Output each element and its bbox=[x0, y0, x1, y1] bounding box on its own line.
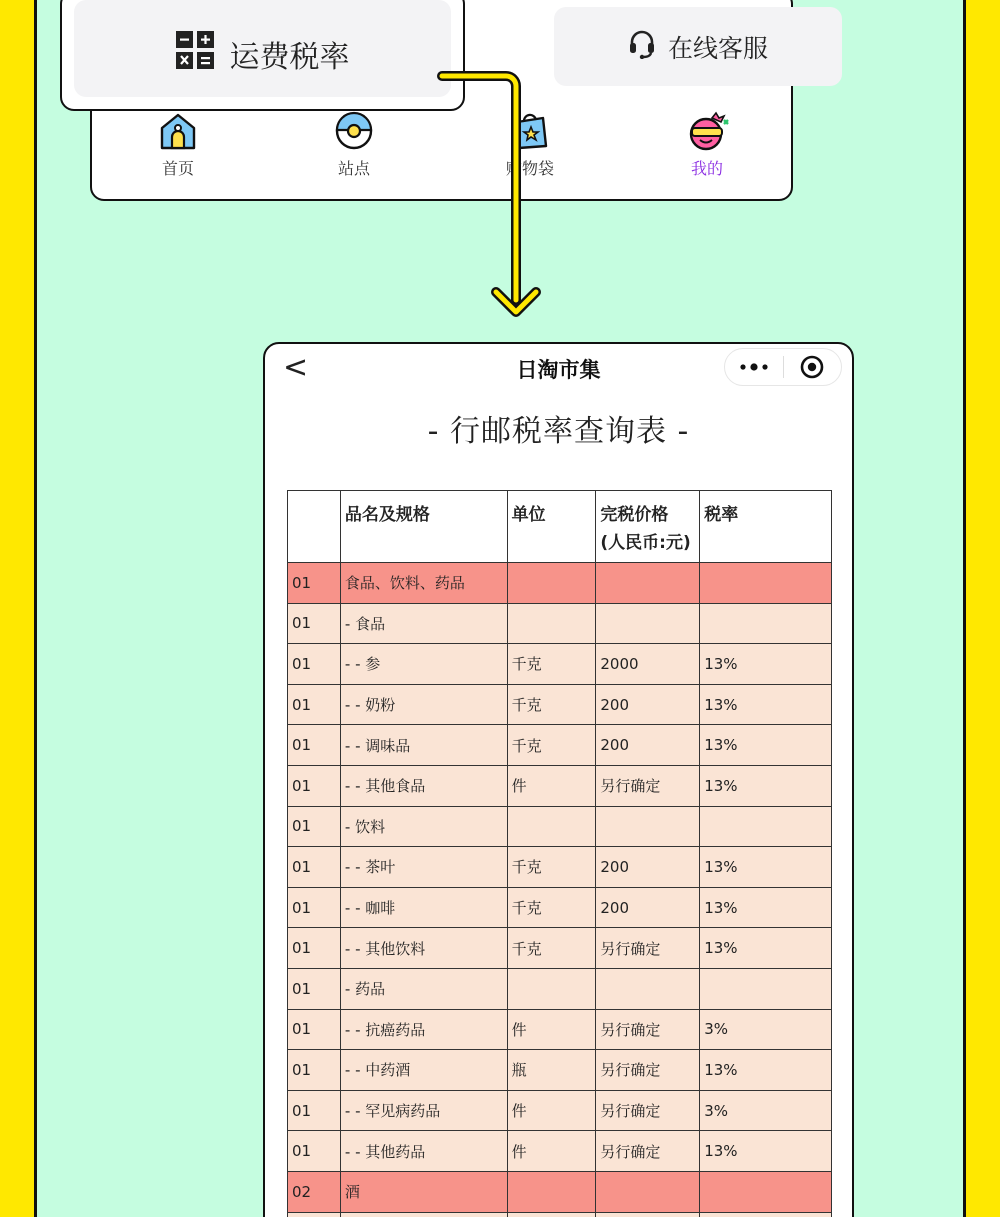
table-row bbox=[288, 644, 832, 685]
back-icon[interactable]: < bbox=[283, 350, 309, 385]
table-row bbox=[288, 806, 832, 847]
table-row bbox=[288, 684, 832, 725]
cell-unit bbox=[507, 603, 596, 644]
cell-name bbox=[340, 1212, 507, 1217]
cell-rate bbox=[700, 603, 832, 644]
header-unit: 单位 bbox=[507, 491, 596, 563]
table-row bbox=[288, 968, 832, 1009]
cell-price: 另行确定 bbox=[596, 1050, 700, 1091]
cell-name: - - 中药酒 bbox=[340, 1050, 507, 1091]
cell-name: - - 罕见病药品 bbox=[340, 1090, 507, 1131]
profile-icon bbox=[686, 110, 728, 152]
cell-price: 另行确定 bbox=[596, 928, 700, 969]
table-row bbox=[288, 847, 832, 888]
category-row bbox=[288, 563, 832, 604]
shipping-tax-card bbox=[60, 0, 465, 111]
cell-rate: 13% bbox=[700, 847, 832, 888]
capsule-menu bbox=[724, 348, 842, 386]
cell-index: 01 bbox=[288, 968, 341, 1009]
tab-bag[interactable] bbox=[470, 110, 590, 179]
cell-unit: 千克 bbox=[507, 928, 596, 969]
more-icon[interactable] bbox=[725, 363, 783, 371]
cell-index: 01 bbox=[288, 644, 341, 685]
cell-unit bbox=[507, 1171, 596, 1212]
cell-price: 另行确定 bbox=[596, 1009, 700, 1050]
cell-rate: 3% bbox=[700, 1090, 832, 1131]
cell-rate: 13% bbox=[700, 928, 832, 969]
headset-icon bbox=[628, 29, 656, 65]
cell-name: - 食品 bbox=[340, 603, 507, 644]
cell-unit bbox=[507, 806, 596, 847]
cell-price: 200 bbox=[596, 887, 700, 928]
tab-bag-label: 购物袋 bbox=[505, 159, 554, 178]
shipping-tax-label: 运费税率 bbox=[229, 39, 350, 75]
cell-price: 另行确定 bbox=[596, 1131, 700, 1172]
cell-price bbox=[596, 603, 700, 644]
cell-unit: 千克 bbox=[507, 887, 596, 928]
cell-price bbox=[596, 563, 700, 604]
cell-unit bbox=[507, 968, 596, 1009]
header-name: 品名及规格 bbox=[340, 491, 507, 563]
online-service-label: 在线客服 bbox=[667, 33, 768, 63]
tab-home[interactable] bbox=[118, 110, 238, 179]
cell-name: - - 茶叶 bbox=[340, 847, 507, 888]
navigation-bar bbox=[265, 344, 852, 394]
cell-price: 200 bbox=[596, 725, 700, 766]
tab-home-label: 首页 bbox=[161, 159, 194, 178]
table-row bbox=[288, 1090, 832, 1131]
page-title: 日淘市集 bbox=[516, 358, 601, 382]
table-row bbox=[288, 1212, 832, 1217]
cell-index: 01 bbox=[288, 928, 341, 969]
cell-name: - - 调味品 bbox=[340, 725, 507, 766]
cell-unit: 件 bbox=[507, 1090, 596, 1131]
cell-index: 01 bbox=[288, 765, 341, 806]
table-row bbox=[288, 1131, 832, 1172]
cell-price: 2000 bbox=[596, 644, 700, 685]
header-price: 完税价格 (人民币:元) bbox=[596, 491, 700, 563]
cell-rate: 13% bbox=[700, 644, 832, 685]
cell-rate: 13% bbox=[700, 725, 832, 766]
tab-mine[interactable] bbox=[647, 110, 767, 179]
cell-unit: 件 bbox=[507, 1009, 596, 1050]
tax-rate-page bbox=[263, 342, 854, 1217]
table-row bbox=[288, 1009, 832, 1050]
cell-index: 01 bbox=[288, 563, 341, 604]
cell-name: - - 抗癌药品 bbox=[340, 1009, 507, 1050]
cell-price bbox=[596, 806, 700, 847]
shopping-bag-icon bbox=[509, 110, 551, 152]
cell-index: 02 bbox=[288, 1171, 341, 1212]
close-target-icon[interactable] bbox=[784, 355, 842, 379]
cell-rate bbox=[700, 1212, 832, 1217]
tab-site[interactable] bbox=[294, 110, 414, 179]
table-body bbox=[288, 563, 832, 1217]
cell-rate: 13% bbox=[700, 1050, 832, 1091]
cell-name: - - 其他食品 bbox=[340, 765, 507, 806]
cell-unit: 件 bbox=[507, 765, 596, 806]
cell-price: 另行确定 bbox=[596, 765, 700, 806]
cell-unit: 瓶 bbox=[507, 1050, 596, 1091]
cell-index: 01 bbox=[288, 684, 341, 725]
cell-name: 酒 bbox=[340, 1171, 507, 1212]
cell-index: 01 bbox=[288, 1050, 341, 1091]
cell-index: 01 bbox=[288, 1090, 341, 1131]
home-icon bbox=[157, 110, 199, 152]
cell-price bbox=[596, 1171, 700, 1212]
cell-rate: 3% bbox=[700, 1009, 832, 1050]
tab-mine-label: 我的 bbox=[690, 159, 723, 178]
cell-unit: 千克 bbox=[507, 644, 596, 685]
cell-name: - - 其他药品 bbox=[340, 1131, 507, 1172]
table-row bbox=[288, 928, 832, 969]
cell-index: 01 bbox=[288, 806, 341, 847]
cell-unit: 件 bbox=[507, 1131, 596, 1172]
cell-rate: 13% bbox=[700, 765, 832, 806]
cell-name: - 饮料 bbox=[340, 806, 507, 847]
header-index bbox=[288, 491, 341, 563]
cell-rate: 13% bbox=[700, 684, 832, 725]
cell-name: - - 参 bbox=[340, 644, 507, 685]
cell-unit: 千克 bbox=[507, 847, 596, 888]
cell-unit: 千克 bbox=[507, 725, 596, 766]
category-row bbox=[288, 1171, 832, 1212]
table-row bbox=[288, 603, 832, 644]
cell-unit bbox=[507, 1212, 596, 1217]
cell-name: - - 咖啡 bbox=[340, 887, 507, 928]
cell-price bbox=[596, 968, 700, 1009]
cell-rate bbox=[700, 806, 832, 847]
cell-price bbox=[596, 1212, 700, 1217]
cell-name: 食品、饮料、药品 bbox=[340, 563, 507, 604]
cell-index: 01 bbox=[288, 887, 341, 928]
cell-rate: 13% bbox=[700, 1131, 832, 1172]
calculator-icon bbox=[176, 31, 214, 77]
cell-rate bbox=[700, 1171, 832, 1212]
cell-index bbox=[288, 1212, 341, 1217]
cell-index: 01 bbox=[288, 603, 341, 644]
cell-name: - 药品 bbox=[340, 968, 507, 1009]
cell-price: 200 bbox=[596, 847, 700, 888]
cell-unit: 千克 bbox=[507, 684, 596, 725]
location-icon bbox=[333, 110, 375, 152]
table-header-row bbox=[288, 491, 832, 563]
cell-index: 01 bbox=[288, 725, 341, 766]
cell-name: - - 奶粉 bbox=[340, 684, 507, 725]
cell-index: 01 bbox=[288, 1009, 341, 1050]
cell-price: 200 bbox=[596, 684, 700, 725]
tab-site-label: 站点 bbox=[337, 159, 370, 178]
shipping-tax-button[interactable] bbox=[74, 0, 451, 97]
cell-price: 另行确定 bbox=[596, 1090, 700, 1131]
cell-rate bbox=[700, 968, 832, 1009]
cell-unit bbox=[507, 563, 596, 604]
table-row bbox=[288, 765, 832, 806]
cell-index: 01 bbox=[288, 1131, 341, 1172]
tax-rate-table bbox=[287, 490, 832, 1217]
header-rate: 税率 bbox=[700, 491, 832, 563]
cell-rate: 13% bbox=[700, 887, 832, 928]
cell-index: 01 bbox=[288, 847, 341, 888]
table-row bbox=[288, 1050, 832, 1091]
cell-rate bbox=[700, 563, 832, 604]
table-heading: - 行邮税率查询表 - bbox=[427, 414, 690, 449]
table-row bbox=[288, 725, 832, 766]
cell-name: - - 其他饮料 bbox=[340, 928, 507, 969]
table-row bbox=[288, 887, 832, 928]
online-service-button[interactable] bbox=[554, 7, 842, 86]
